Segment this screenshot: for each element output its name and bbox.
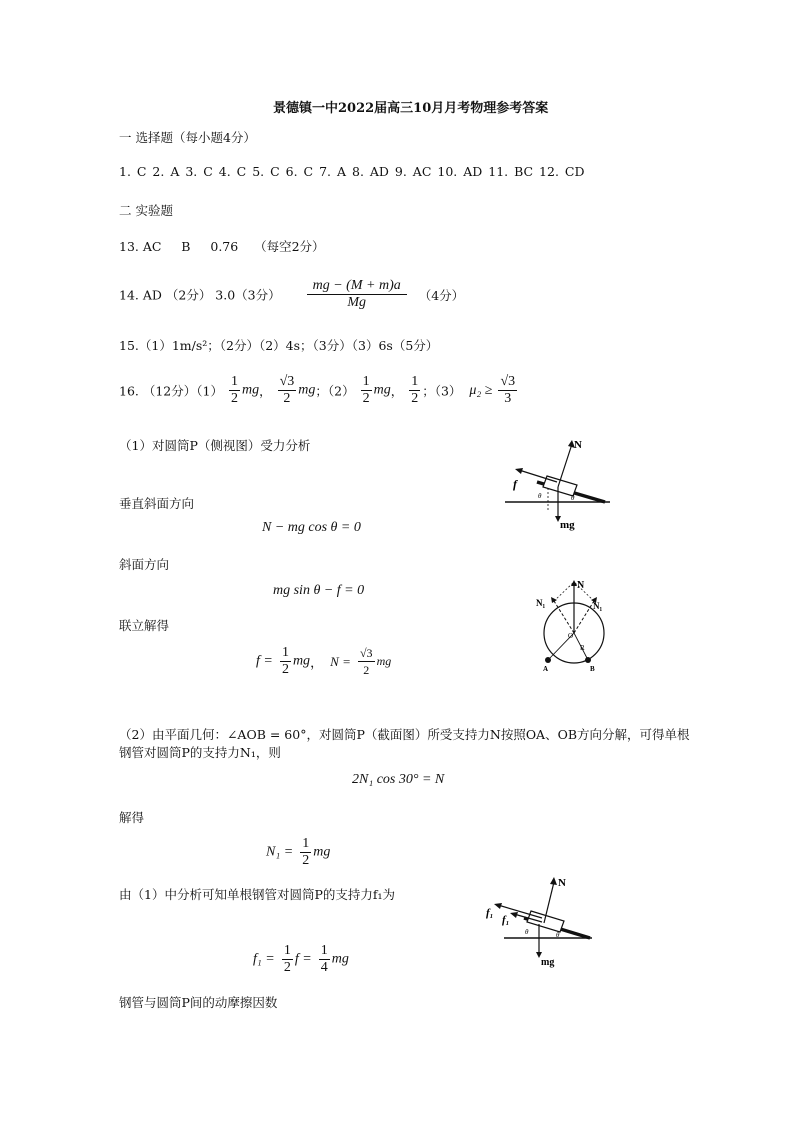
fig2-label-a: A — [543, 665, 549, 673]
part1-heading: （1）对圆筒P（侧视图）受力分析 — [119, 438, 311, 453]
eq3-frac-sqrt3 — [358, 645, 375, 678]
fig2-label-r: R — [580, 644, 585, 652]
equation-n1: 2N₁ cos 30° = N — [352, 772, 445, 787]
q14-denominator: Mg — [347, 295, 367, 310]
eq3-comma: ， — [310, 656, 324, 671]
equation-result-1 — [256, 645, 391, 678]
n1-right-line — [574, 601, 594, 633]
section-choice-heading: 一 选择题（每小题4分） — [119, 130, 256, 145]
q16-sep4: ；（3） — [422, 383, 462, 399]
part2-text-line1: （2）由平面几何：∠AOB = 60°，对圆筒P（截面图）所受支持力N按照OA、OB方向分解，可得单根 — [119, 727, 690, 742]
pipe-a — [545, 657, 551, 663]
q16-frac-sqrt3-2 — [278, 374, 297, 407]
eq5-frac-half — [300, 836, 311, 869]
q16-lead: 16. （12分）（1） — [119, 383, 223, 399]
along-label: 斜面方向 — [119, 557, 170, 572]
fig2-label-b: B — [590, 665, 595, 673]
q14-lead: 14. AD （2分） 3.0（3分） — [119, 287, 281, 303]
parallelogram-left — [554, 582, 574, 601]
eq5-mg: mg — [313, 844, 331, 860]
q16-frac-half-2 — [361, 374, 372, 407]
fig1-label-n: N — [574, 439, 582, 451]
fig2-label-n1-right: N₁ — [593, 601, 603, 611]
normal-force-arrow — [558, 444, 572, 487]
frac-num: √3 — [279, 374, 295, 389]
q14-fraction — [307, 278, 407, 311]
part2-text-line2: 钢管对圆筒P的支持力N₁，则 — [119, 745, 281, 760]
fig3-label-f1-inner: f₁ — [502, 914, 510, 926]
q16-frac-half-1 — [229, 374, 240, 407]
choice-answers: 1. C 2. A 3. C 4. C 5. C 6. C 7. A 8. AD 9. AC 10. AD 11. BC 12. CD — [119, 164, 585, 179]
q16-mu2: μ₂ ≥ — [469, 382, 493, 398]
frac-den: 2 — [230, 391, 238, 406]
eq6-mg: mg — [331, 951, 349, 967]
q16-mg-3: mg — [373, 382, 391, 398]
frac-num: 1 — [230, 374, 238, 389]
incline-f1-diagram — [484, 868, 599, 973]
eq6-frac-half — [282, 943, 293, 976]
from1-text: 由（1）中分析可知单根钢管对圆筒P的支持力f₁为 — [119, 887, 396, 902]
frac-num: 1 — [320, 943, 328, 958]
eq6-frac-quarter — [319, 943, 330, 976]
frac-den: 2 — [302, 853, 310, 868]
q16-frac-sqrt3-3 — [498, 374, 517, 407]
q16-answer — [119, 374, 519, 407]
normal-arrowhead — [550, 877, 557, 885]
frac-den: 2 — [411, 391, 419, 406]
q16-frac-half-3 — [409, 374, 420, 407]
fig3-theta-1: θ — [525, 928, 529, 936]
frac-den: 2 — [363, 663, 370, 677]
f1-arrowhead-outer — [494, 903, 502, 909]
q16-sep2: ；（2） — [315, 383, 355, 399]
frac-den: 2 — [362, 391, 370, 406]
frac-den: 2 — [283, 391, 291, 406]
fig1-theta-2: θ — [571, 494, 575, 502]
fig1-label-f: f — [513, 477, 517, 491]
q16-mg-1: mg — [241, 382, 260, 398]
equation-n1-result — [266, 836, 330, 869]
fig1-theta-1: θ — [538, 492, 542, 500]
frac-den: 2 — [283, 960, 291, 975]
frac-num: √3 — [500, 374, 516, 389]
incline-force-diagram — [505, 430, 625, 535]
fig1-label-mg: mg — [560, 519, 575, 531]
friction-arrowhead — [515, 468, 523, 474]
eq3-frac-half — [280, 645, 291, 678]
frac-den: 3 — [504, 391, 512, 406]
n1-left-line — [554, 601, 574, 633]
solve-label: 联立解得 — [119, 618, 170, 633]
q14-answer — [119, 278, 464, 311]
fig2-label-o: O — [568, 632, 574, 640]
eq3-N: N = — [330, 653, 351, 669]
fig3-theta-2: θ — [556, 931, 560, 939]
f1-arrowhead-inner — [510, 912, 518, 918]
frac-den: 4 — [320, 960, 328, 975]
eq3-mg-1: mg — [292, 653, 311, 669]
eq3-mg-2: mg — [376, 654, 392, 668]
q15-answer: 15.（1）1m/s²；（2分）（2）4s；（3分）（3）6s（5分） — [119, 338, 439, 353]
equation-f1 — [253, 943, 349, 976]
q16-sep3: ， — [390, 383, 404, 399]
block-p — [527, 911, 564, 932]
q14-tail: （4分） — [418, 287, 465, 303]
q16-mg-2: mg — [298, 382, 316, 398]
page-title: 景德镇一中2022届高三10月月考物理参考答案 — [273, 101, 549, 116]
q14-numerator: mg − (M + m)a — [307, 278, 407, 295]
cross-section-diagram — [530, 572, 620, 677]
frac-num: √3 — [359, 646, 373, 660]
eq6-lhs: f₁ = — [253, 951, 275, 967]
final-text: 钢管与圆筒P间的动摩擦因数 — [119, 995, 278, 1010]
fig3-label-f1-outer: f₁ — [486, 907, 494, 919]
q16-sep1: ， — [259, 383, 272, 399]
n1-left-arrowhead — [551, 597, 557, 603]
section-experiment-heading: 二 实验题 — [119, 203, 173, 218]
frac-num: 1 — [411, 374, 419, 389]
frac-den: 2 — [281, 662, 289, 677]
frac-num: 1 — [281, 645, 289, 660]
perp-label: 垂直斜面方向 — [119, 496, 195, 511]
fig3-label-n: N — [558, 877, 566, 889]
eq6-mid: f = — [294, 951, 312, 967]
frac-num: 1 — [283, 943, 291, 958]
pipe-b — [585, 657, 591, 663]
solve2-label: 解得 — [119, 810, 145, 825]
friction-arrow — [519, 470, 557, 482]
fig2-label-n: N — [577, 580, 585, 591]
frac-num: 1 — [362, 374, 370, 389]
fig2-label-n1-left: N₁ — [536, 598, 546, 608]
q13-answer: 13. AC B 0.76 （每空2分） — [119, 239, 325, 254]
equation-friction: mg sin θ − f = 0 — [273, 583, 365, 598]
fig3-label-mg: mg — [541, 957, 555, 968]
eq3-f: f = — [256, 653, 273, 669]
equation-normal: N − mg cos θ = 0 — [262, 520, 361, 535]
eq5-lhs: N₁ = — [266, 844, 294, 860]
frac-num: 1 — [302, 836, 310, 851]
